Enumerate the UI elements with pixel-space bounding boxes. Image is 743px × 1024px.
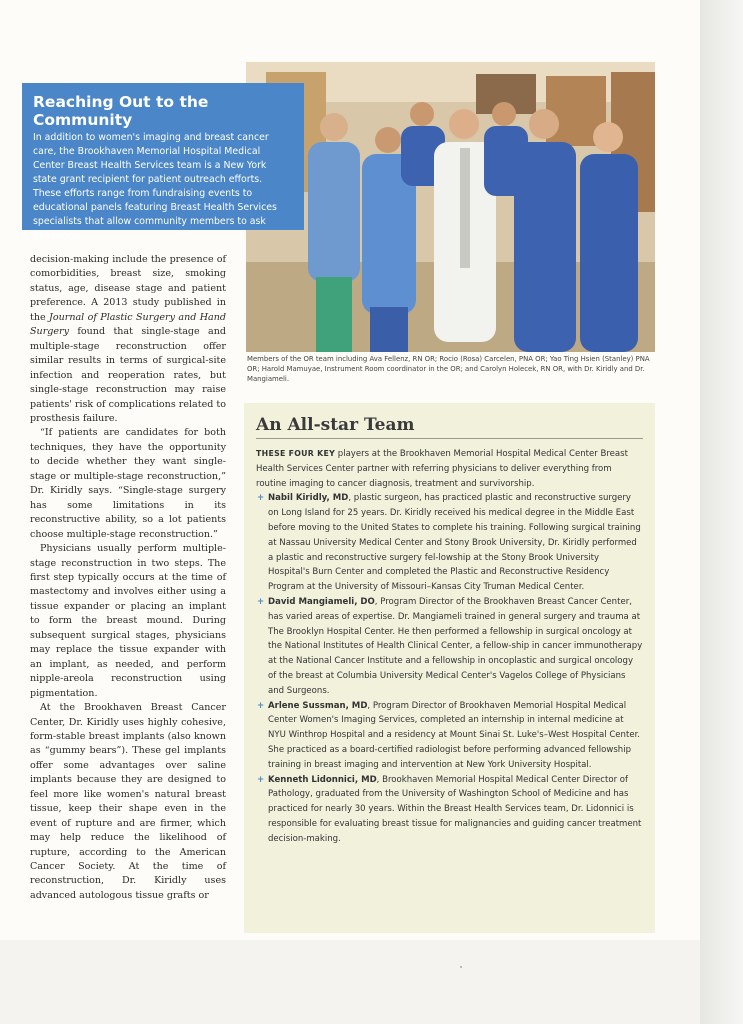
intro-lead: THESE FOUR KEY — [256, 449, 336, 458]
photo-caption: Members of the OR team including Ava Fellenz, RN OR; Rocio (Rosa) Carcelen, PNA OR; Yao Ting Hsien (Stanley) PNA OR; Harold Mamuyae, Instrument Room coordinator in the OR; and Carolyn Holecek, RN OR, with Dr. Kiridly and Dr. Mangiameli. — [247, 355, 650, 384]
page-bottom-margin — [0, 940, 700, 1024]
member-name: David Mangiameli, DO — [268, 596, 375, 607]
all-star-team-panel — [244, 403, 655, 933]
page-edge — [700, 0, 743, 1024]
community-callout — [22, 83, 304, 241]
article-column — [30, 253, 226, 903]
article-paragraph-1 — [30, 253, 226, 426]
member-text: , plastic surgeon, has practiced plastic and reconstructive surgery on Long Island for 25 years. Dr. Kiridly received his medical degree in the Middle East before moving to the United States to complete his training. Following surgical training at Nassau University Medical Center and Stony Brook University, Dr. Kiridly performed a plastic and reconstructive surgery fel-lowship at the Stony Brook University Hospital's Burn Center and completed the Plastic and Reconstructive Residency Program at the University of Missouri–Kansas City Truman Medical Center. — [268, 493, 641, 593]
p1-text-end: found that single-stage and multiple-stage reconstruction offer similar results in terms of surgical-site infection and reoperation rates, but single-stage reconstruction may raise patients' risk of complications related to prosthesis failure. — [30, 326, 226, 424]
member-bio — [256, 699, 643, 773]
member-name: Arlene Sussman, MD — [268, 700, 368, 711]
article-paragraph-3: Physicians usually perform multiple-stage reconstruction in two steps. The first step typically occurs at the time of mastectomy and involves either using a tissue expander or placing an implant to form the breast mound. During subsequent surgical stages, physicians may replace the tissue expander with an implant, as needed, and perform nipple-areola reconstruction using pigmentation. — [30, 543, 226, 699]
plus-icon: + — [257, 493, 265, 504]
member-bio — [256, 491, 643, 595]
member-name: Kenneth Lidonnici, MD — [268, 774, 377, 785]
plus-icon: + — [257, 596, 265, 607]
member-bio — [256, 595, 643, 699]
team-title: An All-star Team — [256, 415, 643, 439]
plus-icon: + — [257, 774, 265, 785]
callout-text: In addition to women's imaging and breast cancer care, the Brookhaven Memorial Hospital Medical Center Breast Health Services team is a New York state grant recipient for patient outreach efforts. These efforts range from fundraising events to educational panels featuring Breast Health Services specialists that allow community members to ask questions. — [33, 132, 277, 241]
member-text: , Program Director of the Brookhaven Breast Cancer Center, has varied areas of expertise. Dr. Mangiameli trained in general surgery and trauma at The Brooklyn Hospital Center. He then performed a fellowship in surgical oncology at the National Institutes of Health Clinical Center, a fellow-ship in cancer immunotherapy at the National Cancer Institute and a fellowship in oncoplastic and surgical oncology of the breast at Columbia University Medical Center's Vagelos College of Physicians and Surgeons. — [268, 596, 643, 696]
member-name: Nabil Kiridly, MD — [268, 493, 349, 504]
member-text: , Program Director of Brookhaven Memorial Hospital Medical Center Women's Imaging Services, completed an internship in internal medicine at NYU Winthrop Hospital and a residency at Mount Sinai St. Luke's–West Hospital Center. She practiced as a board-certified radiologist before performing advanced fellowship training in breast imaging and intervention at New York University Hospital. — [268, 700, 641, 770]
journal-name: Journal of Plastic Surgery and Hand Surgery — [30, 311, 227, 338]
team-photo-illustration — [246, 62, 655, 352]
team-photo — [246, 62, 655, 352]
intro-text: players at the Brookhaven Memorial Hospital Medical Center Breast Health Services Center partner with referring physicians to deliver everything from routine imaging to cancer diagnosis, treatment and survivorship. — [256, 449, 628, 489]
member-text: , Brookhaven Memorial Hospital Medical Center Director of Pathology, graduated from the University of Washington School of Medicine and has practiced for nearly 30 years. Within the Breast Health Services team, Dr. Lidonnici is responsible for evaluating breast tissue for malignancies and guiding cancer treatment decision-making. — [268, 774, 642, 844]
member-bio — [256, 773, 643, 847]
callout-title: Reaching Out to the Community — [33, 93, 209, 129]
team-intro — [256, 447, 643, 491]
scan-speck — [460, 966, 462, 968]
p1-text: decision-making include the presence of comorbidities, breast size, smoking status, age, disease stage and patient preference. A 2013 study published in the — [30, 254, 226, 323]
article-paragraph-4: At the Brookhaven Breast Cancer Center, Dr. Kiridly uses highly cohesive, form-stable breast implants (also known as “gummy bears”). These gel implants offer some advantages over saline implants because they are designed to feel more like women's natural breast tissue, keep their shape even in the event of rupture and are firmer, which may help reduce the likelihood of rupture, according to the American Cancer Society. At the time of reconstruction, Dr. Kiridly uses advanced autologous tissue grafts or — [30, 702, 226, 901]
article-paragraph-2: “If patients are candidates for both techniques, they have the opportunity to decide whether they want single-stage or multiple-stage reconstruction,” Dr. Kiridly says. “Single-stage surgery has some limitations in its reconstructive ability, so a lot patients choose multiple-stage reconstruction.” — [30, 427, 226, 540]
plus-icon: + — [257, 700, 265, 711]
